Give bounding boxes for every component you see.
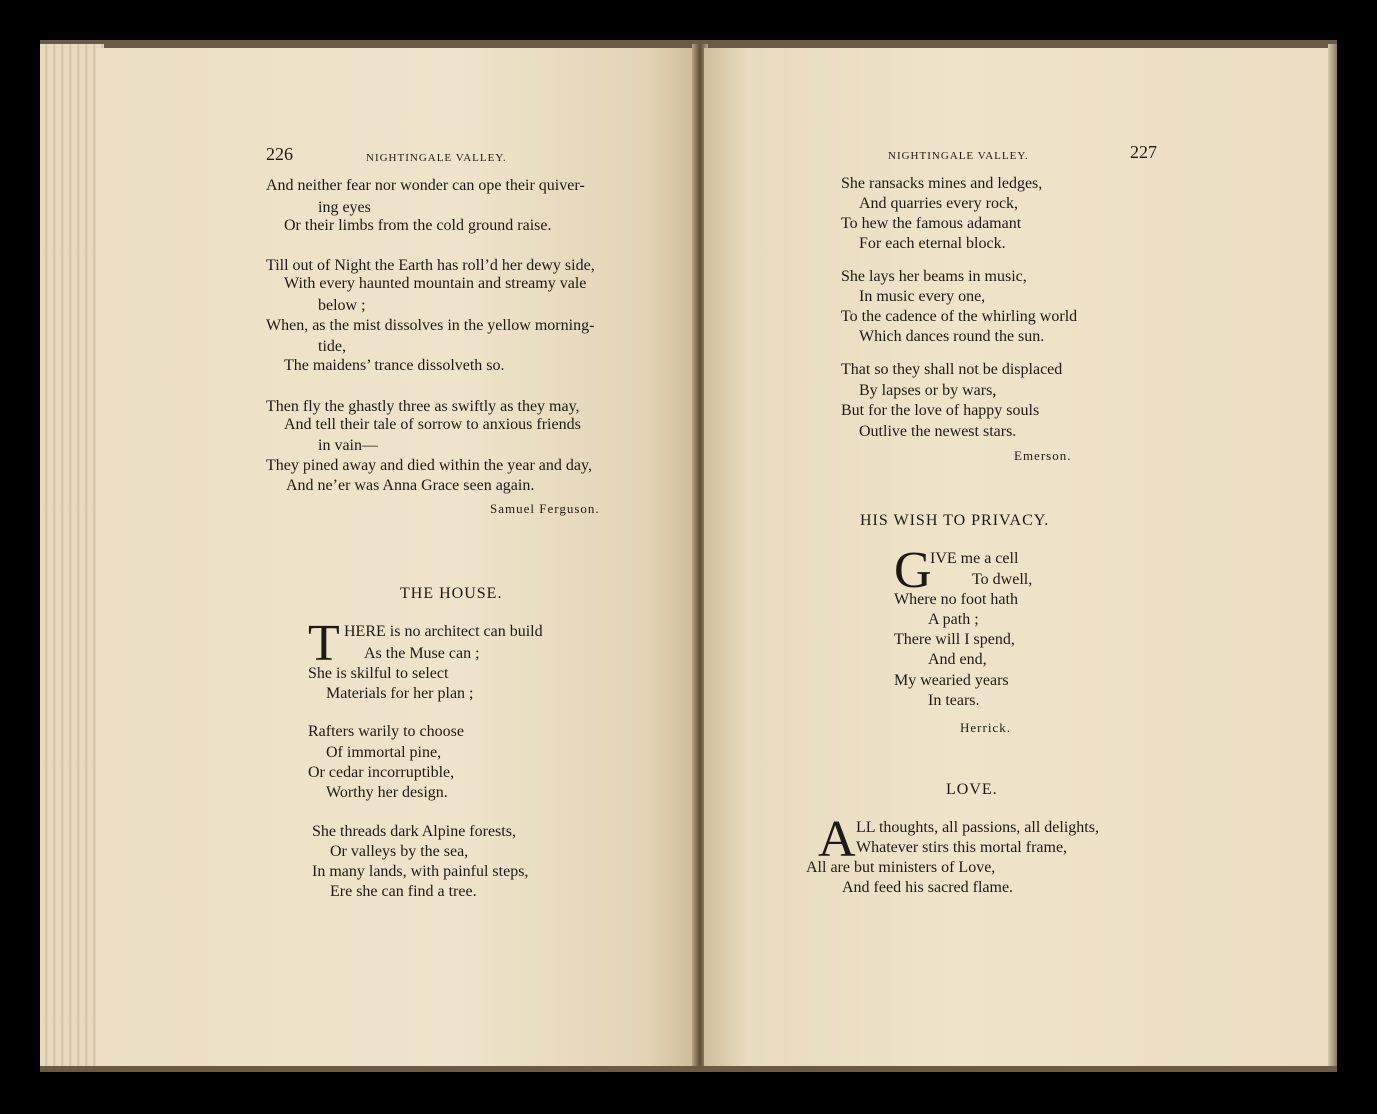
poem-line: IVE me a cell	[930, 550, 1019, 567]
poem-line: As the Muse can ;	[364, 645, 480, 662]
poem-line: Where no foot hath	[894, 591, 1018, 608]
drop-cap: G	[894, 542, 932, 599]
poem-line: LL thoughts, all passions, all delights,	[856, 819, 1099, 836]
right-page-edge	[1328, 44, 1337, 1066]
poem-line: They pined away and died within the year and day,	[266, 457, 592, 474]
poem-line: Which dances round the sun.	[859, 328, 1045, 345]
poem-line: When, as the mist dissolves in the yellow morning-	[266, 317, 595, 334]
poem-line: And quarries every rock,	[859, 195, 1019, 212]
poem-line: She ransacks mines and ledges,	[841, 175, 1043, 192]
poem-line: My wearied years	[894, 672, 1009, 689]
author-attribution: Samuel Ferguson.	[490, 501, 600, 516]
poem-line: In music every one,	[859, 288, 986, 305]
poem-line: The maidens’ trance dissolveth so.	[284, 357, 505, 374]
poem-line: In many lands, with painful steps,	[312, 863, 529, 880]
poem-line: For each eternal block.	[859, 235, 1006, 252]
poem-line: Or their limbs from the cold ground raise.	[284, 217, 552, 234]
poem-line: Or cedar incorruptible,	[308, 764, 455, 781]
poem-line: Rafters warily to choose	[308, 723, 464, 740]
poem-line: ing eyes	[318, 199, 371, 216]
page-number-left: 226	[266, 144, 293, 164]
poem-line: She threads dark Alpine forests,	[312, 823, 516, 840]
poem-line: That so they shall not be displaced	[841, 361, 1063, 378]
running-head-left: NIGHTINGALE VALLEY.	[366, 152, 507, 164]
poem-line: A path ;	[928, 611, 979, 628]
poem-line: Ere she can find a tree.	[330, 883, 477, 900]
poem-line: Then fly the ghastly three as swiftly as they may,	[266, 398, 580, 415]
poem-line: There will I spend,	[894, 631, 1015, 648]
left-page	[96, 48, 696, 1066]
poem-line: below ;	[318, 297, 366, 314]
poem-title: THE HOUSE.	[400, 585, 503, 602]
poem-line: With every haunted mountain and streamy vale	[284, 275, 587, 292]
poem-line: To hew the famous adamant	[841, 215, 1022, 232]
poem-line: HERE is no architect can build	[344, 623, 543, 640]
poem-line: Till out of Night the Earth has roll’d her dewy side,	[266, 257, 595, 274]
poem-line: In tears.	[928, 692, 980, 709]
poem-line: And neither fear nor wonder can ope their quiver-	[266, 177, 585, 194]
poem-line: And ne’er was Anna Grace seen again.	[286, 477, 535, 494]
running-head-right: NIGHTINGALE VALLEY.	[888, 150, 1029, 162]
poem-line: And end,	[928, 651, 987, 668]
drop-cap: A	[818, 811, 856, 868]
page-edges	[40, 44, 104, 1066]
poem-title: LOVE.	[946, 781, 998, 798]
poem-line: To the cadence of the whirling world	[841, 308, 1078, 325]
poem-line: To dwell,	[972, 571, 1033, 588]
author-attribution: Herrick.	[960, 720, 1011, 735]
poem-line: Whatever stirs this mortal frame,	[856, 839, 1068, 856]
poem-line: Or valleys by the sea,	[330, 843, 469, 860]
poem-line: All are but ministers of Love,	[806, 859, 996, 876]
poem-line: But for the love of happy souls	[841, 402, 1040, 419]
poem-line: Worthy her design.	[326, 784, 448, 801]
poem-line: By lapses or by wars,	[859, 382, 997, 399]
poem-line: She lays her beams in music,	[841, 268, 1027, 285]
poem-title: HIS WISH TO PRIVACY.	[860, 512, 1050, 529]
poem-line: And feed his sacred flame.	[842, 879, 1014, 896]
poem-line: Of immortal pine,	[326, 744, 442, 761]
poem-line: in vain—	[318, 437, 378, 454]
drop-cap: T	[308, 615, 340, 672]
poem-line: She is skilful to select	[308, 665, 449, 682]
right-page	[704, 48, 1330, 1066]
poem-line: Materials for her plan ;	[326, 685, 474, 702]
poem-line: Outlive the newest stars.	[859, 423, 1017, 440]
poem-line: tide,	[318, 338, 346, 355]
author-attribution: Emerson.	[1014, 448, 1072, 463]
poem-line: And tell their tale of sorrow to anxious friends	[284, 416, 581, 433]
page-number-right: 227	[1130, 142, 1157, 162]
